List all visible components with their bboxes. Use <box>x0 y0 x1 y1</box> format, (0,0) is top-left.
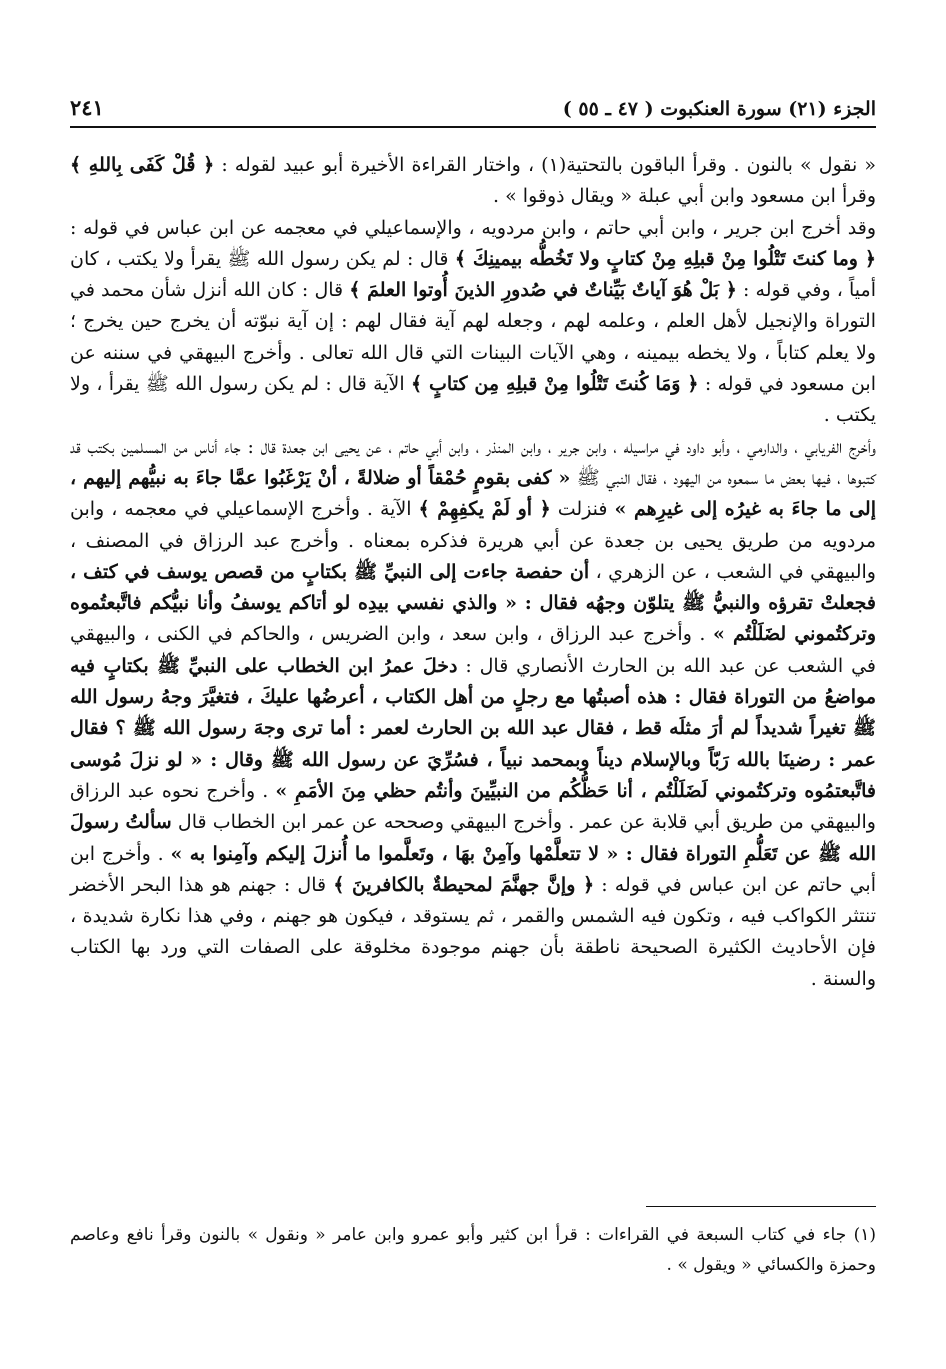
text-run: وأخرج الفريابي ، والدارمي ، وأبو داود في مراسيله ، وابن جرير ، وابن المنذر ، وابن أبي حاتم ، عن يحيى ابن جعدة قال : جاء أناس من المسلمين بكتب قد كتبوها ، فيها بعض ما سمعوه من اليهود ، فقال النبي ﷺ <box>70 435 876 489</box>
text-run: . وأخرج عبد الرزاق ، وابن سعد ، وابن الضريس ، والحاكم في الكنى ، والبيهقي في الشعب عن عبد الله بن الحارث الأنصاري قال : <box>70 623 876 677</box>
text-run: قال : جهنم هو هذا البحر الأخضر تنتثر الكواكب فيه ، وتكون فيه الشمس والقمر ، ثم يستوقد ، فيكون هو جهنم ، وفي هذا نكارة شديدة ، فإن الأحاديث الكثيرة الصحيحة ناطقة بأن جهنم موجودة مخلوقة على الصفات التي ورد بها الكتاب والسنة . <box>70 873 876 990</box>
text-run: « نقول » بالنون . وقرأ الباقون بالتحتية <box>566 154 877 176</box>
text-run: (١) <box>541 154 567 176</box>
text-run: قال : لم يكن رسول الله ﷺ يقرأ ولا يكتب ، كان أمياً ، وفي قوله : <box>70 247 876 302</box>
quoted-text: « كفى بقومٍ حُمْقاً أو ضلالةً ، أنْ يَرْغَبُوا عمَّا جاءَ به نبيُّهم إليهم ، إلى ما جاءَ به غيرُه إلى غيرِهم » <box>70 466 876 521</box>
footnote-text: (١) جاء في كتاب السبعة في القراءات : قرأ ابن كثير وأبو عمرو وابن عامر « ونقول » بالنون وقرأ نافع وعاصم وحمزة والكسائي « ويقول » . <box>70 1225 876 1275</box>
text-run: قال : كان الله أنزل شأن محمد في التوراة والإنجيل لأهل العلم ، وعلمه لهم ، وجعله لهم آية فقال لهم : إن آية نبوّته أن يخرج حين يخرج ؛ ولا يعلم كتاباً ، ولا يخطه بيمينه ، وهي الآيات البينات التي قال الله تعالى . وأخرج البيهقي في سننه عن ابن مسعود في قوله : <box>70 279 876 396</box>
quoted-text: ﴿ وما كنتَ تَتْلُوا مِنْ قبلِهِ مِنْ كتابٍ ولا تَخُطُّه بيمينِكَ ﴾ <box>454 247 876 270</box>
text-run: فنزلت <box>550 498 615 521</box>
text-run: وقد أخرج ابن جرير ، وابن أبي حاتم ، وابن مردويه ، والإسماعيلي في معجمه عن ابن عباس في قوله : <box>70 216 876 239</box>
text-run: ، واختار القراءة الأخيرة أبو عبيد لقوله : <box>214 154 542 176</box>
text-run: . وأخرج ابن أبي حاتم عن ابن عباس في قوله : <box>70 842 877 896</box>
text-run: . وأخرج نحوه عبد الرزاق والبيهقي من طريق أبي قلابة عن عمر . وأخرج البيهقي وصححه عن عمر ابن الخطاب قال <box>70 779 876 834</box>
quoted-text: سألتُ رسولَ الله ﷺ عن تَعَلُّمِ التوراة فقال : « لا تتعلَّمْها وآمِنْ بهَا ، وتَعلَّموا ما أُنزلَ إليكم وآمِنوا به » <box>70 811 876 865</box>
quoted-text: أن حفصة جاءت إلى النبيِّ ﷺ بكتابٍ من قصص يوسف في كتف ، فجعلتْ تقرؤه والنبيُّ ﷺ يتلوّن وجهُه فقال : « والذي نفسي بيدِه لو أتاكم يوسفُ وأنا نبيُّكم فاتَّبعتُموه وتركتُموني لضَلَلْتُم » <box>70 560 876 646</box>
quoted-text: ﴿ قُلْ كَفَى بِاللهِ ﴾ <box>70 154 215 176</box>
text-run: الآية . وأخرج الإسماعيلي في معجمه ، وابن مردويه من طريق يحيى بن جعدة عن أبي هريرة فذكره بمعناه . وأخرج عبد الرزاق في المصنف ، والبيهقي في الشعب ، عن الزهري ، <box>70 498 876 583</box>
running-header <box>70 92 876 128</box>
paragraph-2 <box>70 213 876 432</box>
text-run: وقرأ ابن مسعود وابن أبي عبلة « ويقال ذوقوا » . <box>493 185 876 208</box>
quoted-text: ﴿ وإنَّ جهنَّمَ لمحيطةٌ بالكافرينَ ﴾ <box>333 873 595 896</box>
page-number: ٢٤١ <box>70 95 104 120</box>
footnote <box>70 1220 876 1280</box>
quoted-text: ﴿ وَمَا كُنتَ تَتْلُوا مِنْ قبلِهِ مِن كتابٍ ﴾ <box>411 373 699 396</box>
main-text <box>70 150 876 995</box>
quoted-text: دخلَ عمرُ ابن الخطاب على النبيِّ ﷺ بكتابٍ فيه مواضعُ من التوراة فقال : هذه أصبتُها مع رجلٍ من أهل الكتاب ، أعرضُها عليكَ ، فتغيَّرَ وجهُ رسول الله ﷺ تغيراً شديداً لم أرَ مثلَه قط ، فقال عبد الله بن الحارث لعمر : أما ترى وجهَ رسول الله ﷺ ؟ فقال عمر : رضينَا بالله رَبّاً وبالإسلام ديناً وبمحمد نبياً ، فسُرِّيَ عن رسول الله ﷺ وقال : « لو نزلَ مُوسى فاتَّبعتمُوه وتركتُموني لَضَلَلْتُم ، أنا حَظُّكُم من النبيِّينَ وأنتُم حظي مِنَ الأمَمِ » <box>70 654 876 802</box>
header-title: الجزء (٢١) سورة العنكبوت ( ٤٧ ـ ٥٥ ) <box>562 98 876 120</box>
footnote-divider <box>646 1206 876 1207</box>
paragraph-1 <box>70 150 876 213</box>
text-run: الآية قال : لم يكن رسول الله ﷺ يقرأ ، ولا يكتب . <box>70 373 876 427</box>
quoted-text: ﴿ بَلْ هُوَ آياتٌ بَيِّناتٌ في صُدورِ الذينَ أُوتوا العلمَ ﴾ <box>349 279 737 302</box>
quoted-text: ﴿ أو لَمْ يكفِهِمْ ﴾ <box>418 498 551 521</box>
paragraph-3 <box>70 432 876 995</box>
